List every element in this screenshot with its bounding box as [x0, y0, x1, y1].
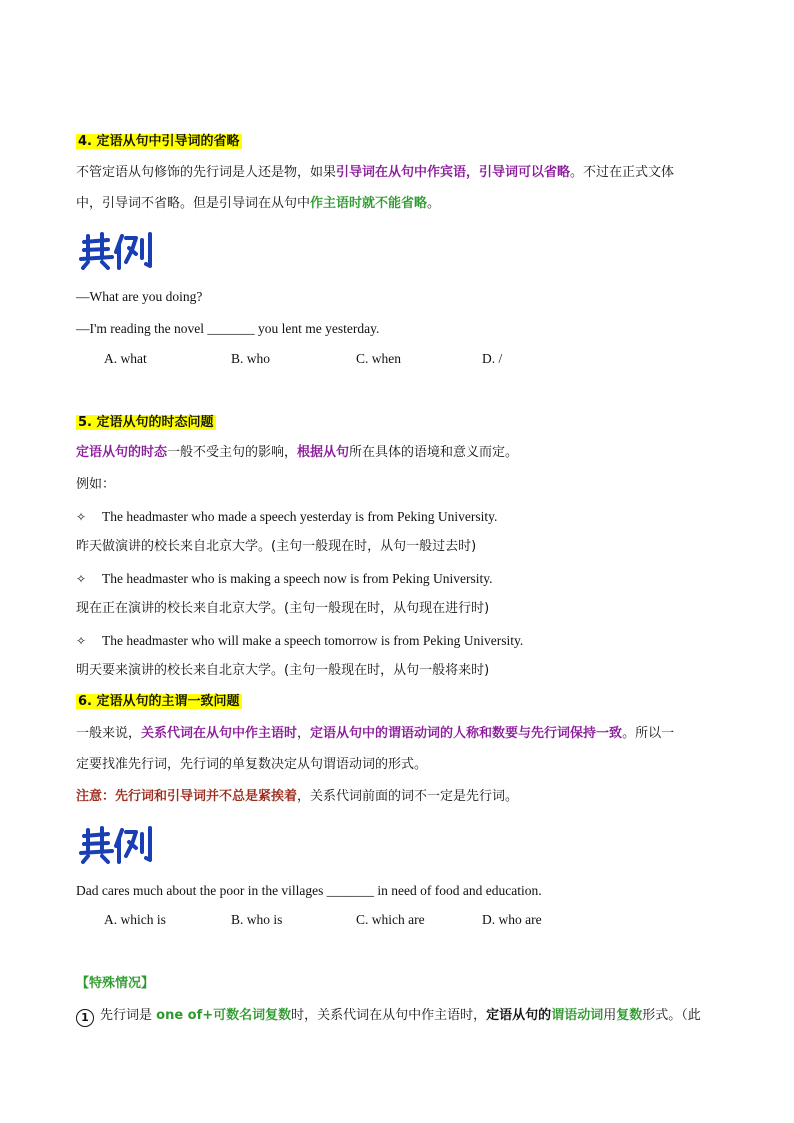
section-4-heading-line	[76, 132, 724, 152]
example-item-2-zh: 现在正在演讲的校长来自北京大学。(主句一般现在时，从句现在进行时)	[76, 601, 490, 616]
example-item-1-en	[76, 507, 724, 528]
emphasis-text: 定语从句中的谓语动词的人称和数要与先行词保持一致	[310, 726, 623, 741]
text: 中，引导词不省略。但是引导词在从句中	[76, 196, 311, 211]
example-item-1-zh: 昨天做演讲的校长来自北京大学。(主句一般现在时，从句一般过去时)	[76, 539, 477, 554]
option-a: A. which is	[104, 912, 166, 927]
example-item-2-en	[76, 569, 724, 590]
example-label: 例如：	[76, 477, 116, 492]
english-sentence: The headmaster who will make a speech tomorrow is from Peking University.	[102, 633, 524, 648]
english-sentence: The headmaster who made a speech yesterday is from Peking University.	[102, 509, 498, 524]
option-a: A. what	[104, 351, 147, 366]
section-4-paragraph-line-1	[76, 163, 724, 183]
text: 。所以一	[622, 726, 675, 741]
text: 一般不受主句的影响，	[167, 445, 298, 460]
emphasis-text: 关系代词在从句中作主语时	[141, 726, 298, 741]
option-b: B. who is	[231, 912, 283, 927]
bullet-icon: ✧	[76, 510, 87, 524]
note-line	[76, 787, 724, 807]
section-6-paragraph-line-2: 定要找准先行词，先行词的单复数决定从句谓语动词的形式。	[76, 757, 428, 772]
text: 时，关系代词在从句中作主语时，	[291, 1008, 487, 1023]
emphasis-text: one of+可数名词复数	[156, 1008, 292, 1023]
text: 不管定语从句修饰的先行词是人还是物，如果	[76, 165, 337, 180]
emphasis-text: 引导词在从句中作宾语，引导词可以省略	[336, 165, 571, 180]
question-line: Dad cares much about the poor in the villages _______ in need of food and education.	[76, 883, 542, 898]
text: 一般来说，	[76, 726, 142, 741]
question-line-1: —What are you doing?	[76, 289, 203, 304]
option-d: D. who are	[482, 912, 542, 927]
section-5-heading-line	[76, 413, 724, 433]
example-item-3-en	[76, 631, 724, 652]
text: ，	[297, 726, 311, 741]
text: 。	[427, 196, 441, 211]
special-item-1	[76, 1006, 724, 1027]
text: 用	[603, 1008, 617, 1023]
section-5-heading: 5. 定语从句的时态问题	[78, 415, 214, 430]
special-heading: 【特殊情况】	[76, 976, 155, 991]
text: 定语从句的	[486, 1008, 552, 1023]
option-d: D. /	[482, 351, 503, 366]
bullet-icon: ✧	[76, 634, 87, 648]
section-6-paragraph-line-1	[76, 724, 724, 744]
text: ，关系代词前面的词不一定是先行词。	[297, 789, 519, 804]
emphasis-text: 根据从句	[297, 445, 350, 460]
option-c: C. which are	[356, 912, 425, 927]
bullet-icon: ✧	[76, 572, 87, 586]
emphasis-text: 复数	[616, 1008, 643, 1023]
text: 先行词是	[100, 1008, 157, 1023]
number-circle-icon: 1	[76, 1009, 94, 1027]
note-emphasis: 注意：先行词和引导词并不总是紧挨着	[76, 789, 298, 804]
option-c: C. when	[356, 351, 401, 366]
emphasis-text: 作主语时就不能省略	[310, 196, 428, 211]
text: 所在具体的语境和意义而定。	[349, 445, 519, 460]
example-logo-icon	[78, 228, 154, 270]
english-sentence: The headmaster who is making a speech now is from Peking University.	[102, 571, 493, 586]
section-6-heading-line	[76, 692, 724, 712]
section-4-heading: 4. 定语从句中引导词的省略	[78, 134, 240, 149]
option-b: B. who	[231, 351, 271, 366]
text: 。不过在正式文体	[570, 165, 675, 180]
question-line-2: —I'm reading the novel _______ you lent me yesterday.	[76, 321, 380, 336]
example-item-3-zh: 明天要来演讲的校长来自北京大学。(主句一般现在时，从句一般将来时)	[76, 663, 490, 678]
section-5-paragraph	[76, 443, 724, 463]
text: 形式。（此	[642, 1008, 701, 1023]
section-6-heading: 6. 定语从句的主谓一致问题	[78, 694, 240, 709]
emphasis-text: 谓语动词	[551, 1008, 604, 1023]
emphasis-text: 定语从句的时态	[76, 445, 168, 460]
example-logo-icon	[78, 822, 154, 864]
section-4-paragraph-line-2	[76, 194, 724, 214]
